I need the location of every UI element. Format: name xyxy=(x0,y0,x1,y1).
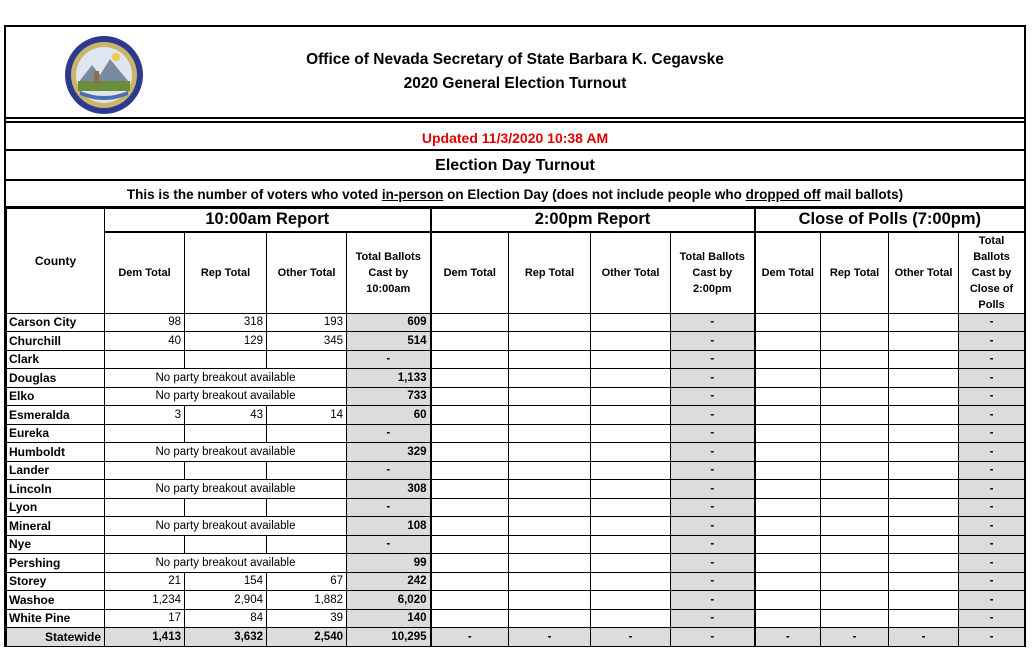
total-10am-cell: - xyxy=(347,461,431,480)
turnout-table xyxy=(6,208,1025,647)
party-cell xyxy=(431,350,509,369)
total-cell: - xyxy=(959,443,1025,462)
report-10am-header: 10:00am Report xyxy=(105,209,431,232)
party-cell xyxy=(509,535,591,554)
county-name: Carson City xyxy=(7,313,105,332)
party-cell xyxy=(755,313,821,332)
table-row xyxy=(7,554,1025,573)
party-cell xyxy=(431,498,509,517)
other-total-cell xyxy=(267,498,347,517)
total-10am-cell: 242 xyxy=(347,572,431,591)
dem-total-cell xyxy=(105,461,185,480)
party-cell xyxy=(889,461,959,480)
party-cell xyxy=(509,572,591,591)
party-cell xyxy=(755,387,821,406)
county-name: Lincoln xyxy=(7,480,105,499)
total-cell: - xyxy=(671,535,755,554)
total-cell: - xyxy=(671,591,755,610)
other-total-header: Other Total xyxy=(267,232,347,314)
party-cell xyxy=(509,332,591,351)
party-cell xyxy=(889,535,959,554)
dem-total-cell: 1,234 xyxy=(105,591,185,610)
rep-total-cell xyxy=(185,498,267,517)
rep-total-header: Rep Total xyxy=(821,232,889,314)
total-10am-cell: 514 xyxy=(347,332,431,351)
party-cell xyxy=(591,517,671,536)
dem-total-cell xyxy=(105,350,185,369)
party-cell xyxy=(509,517,591,536)
party-cell xyxy=(755,554,821,573)
party-cell xyxy=(821,387,889,406)
total-10am-cell: 1,133 xyxy=(347,369,431,388)
party-cell xyxy=(755,480,821,499)
total-2pm-header: Total Ballots Cast by 2:00pm xyxy=(671,232,755,314)
party-cell xyxy=(889,424,959,443)
table-row xyxy=(7,517,1025,536)
table-row xyxy=(7,406,1025,425)
other-total-cell: 67 xyxy=(267,572,347,591)
party-cell xyxy=(889,313,959,332)
total-cell: - xyxy=(671,498,755,517)
other-total-cell: 2,540 xyxy=(267,628,347,647)
table-row xyxy=(7,350,1025,369)
total-cell: - xyxy=(959,628,1025,647)
total-cell: - xyxy=(959,480,1025,499)
party-cell xyxy=(591,313,671,332)
party-cell xyxy=(509,461,591,480)
party-cell xyxy=(821,350,889,369)
party-cell xyxy=(755,332,821,351)
party-cell xyxy=(755,498,821,517)
party-cell xyxy=(591,369,671,388)
party-cell xyxy=(821,332,889,351)
party-cell xyxy=(591,406,671,425)
party-cell xyxy=(821,313,889,332)
other-total-cell: 1,882 xyxy=(267,591,347,610)
party-cell xyxy=(431,591,509,610)
no-party-note: No party breakout available xyxy=(105,554,347,573)
party-cell xyxy=(755,406,821,425)
report-close-header: Close of Polls (7:00pm) xyxy=(755,209,1025,232)
county-name: Douglas xyxy=(7,369,105,388)
dem-total-cell xyxy=(105,498,185,517)
statewide-row xyxy=(7,628,1025,647)
table-body xyxy=(7,313,1025,646)
table-row xyxy=(7,591,1025,610)
title-line-1: Office of Nevada Secretary of State Barbara K. Cegavske xyxy=(306,51,724,68)
county-name: Washoe xyxy=(7,591,105,610)
party-cell xyxy=(889,480,959,499)
party-cell xyxy=(509,554,591,573)
party-cell xyxy=(889,332,959,351)
party-cell xyxy=(755,609,821,628)
dem-total-cell: 40 xyxy=(105,332,185,351)
party-cell xyxy=(431,406,509,425)
party-cell xyxy=(821,369,889,388)
party-cell xyxy=(821,406,889,425)
party-cell xyxy=(509,369,591,388)
party-cell xyxy=(509,443,591,462)
party-cell xyxy=(431,609,509,628)
table-row xyxy=(7,313,1025,332)
county-name: Eureka xyxy=(7,424,105,443)
table-row xyxy=(7,424,1025,443)
county-name: White Pine xyxy=(7,609,105,628)
total-10am-cell: 329 xyxy=(347,443,431,462)
rep-total-cell: 3,632 xyxy=(185,628,267,647)
party-cell xyxy=(821,443,889,462)
party-cell xyxy=(755,461,821,480)
total-cell: - xyxy=(959,609,1025,628)
rep-total-cell xyxy=(185,424,267,443)
party-cell: - xyxy=(509,628,591,647)
party-cell xyxy=(821,498,889,517)
county-name: Humboldt xyxy=(7,443,105,462)
party-cell xyxy=(431,535,509,554)
section-title: Election Day Turnout xyxy=(6,151,1024,181)
table-row xyxy=(7,369,1025,388)
total-cell: - xyxy=(959,387,1025,406)
county-name: Nye xyxy=(7,535,105,554)
other-total-cell: 193 xyxy=(267,313,347,332)
party-cell: - xyxy=(821,628,889,647)
party-cell xyxy=(889,591,959,610)
party-cell xyxy=(431,554,509,573)
total-cell: - xyxy=(959,461,1025,480)
total-cell: - xyxy=(671,350,755,369)
total-10am-cell: 60 xyxy=(347,406,431,425)
party-cell xyxy=(431,443,509,462)
table-row xyxy=(7,498,1025,517)
party-cell xyxy=(591,591,671,610)
party-cell xyxy=(591,443,671,462)
total-10am-cell: - xyxy=(347,535,431,554)
total-cell: - xyxy=(959,554,1025,573)
party-cell xyxy=(755,424,821,443)
no-party-note: No party breakout available xyxy=(105,480,347,499)
dem-total-header: Dem Total xyxy=(755,232,821,314)
rep-total-cell xyxy=(185,535,267,554)
other-total-header: Other Total xyxy=(591,232,671,314)
rep-total-header: Rep Total xyxy=(185,232,267,314)
dem-total-cell xyxy=(105,424,185,443)
total-10am-header: Total Ballots Cast by 10:00am xyxy=(347,232,431,314)
party-cell xyxy=(431,332,509,351)
party-cell xyxy=(591,480,671,499)
party-cell xyxy=(591,350,671,369)
party-cell xyxy=(821,554,889,573)
turnout-sheet xyxy=(4,25,1026,647)
county-header: County xyxy=(7,209,105,314)
total-cell: - xyxy=(671,628,755,647)
party-cell xyxy=(591,572,671,591)
total-cell: - xyxy=(671,369,755,388)
total-close-header: Total Ballots Cast by Close of Polls xyxy=(959,232,1025,314)
party-cell xyxy=(591,387,671,406)
updated-timestamp: Updated 11/3/2020 10:38 AM xyxy=(6,121,1024,151)
table-row xyxy=(7,609,1025,628)
total-10am-cell: 6,020 xyxy=(347,591,431,610)
party-cell: - xyxy=(889,628,959,647)
no-party-note: No party breakout available xyxy=(105,443,347,462)
party-cell xyxy=(431,480,509,499)
party-cell xyxy=(509,313,591,332)
total-cell: - xyxy=(959,313,1025,332)
rep-total-cell: 84 xyxy=(185,609,267,628)
total-cell: - xyxy=(959,517,1025,536)
county-name: Lyon xyxy=(7,498,105,517)
dem-total-cell: 21 xyxy=(105,572,185,591)
other-total-cell: 39 xyxy=(267,609,347,628)
party-cell xyxy=(509,424,591,443)
document-header xyxy=(6,25,1024,119)
table-row xyxy=(7,572,1025,591)
party-cell xyxy=(889,350,959,369)
party-cell xyxy=(755,443,821,462)
county-name: Esmeralda xyxy=(7,406,105,425)
total-10am-cell: 10,295 xyxy=(347,628,431,647)
party-cell xyxy=(821,609,889,628)
total-cell: - xyxy=(959,424,1025,443)
party-cell xyxy=(509,350,591,369)
total-cell: - xyxy=(959,498,1025,517)
party-cell xyxy=(431,369,509,388)
other-total-cell xyxy=(267,424,347,443)
dem-total-cell: 1,413 xyxy=(105,628,185,647)
party-cell xyxy=(509,387,591,406)
party-cell xyxy=(755,591,821,610)
party-cell: - xyxy=(431,628,509,647)
party-cell xyxy=(821,517,889,536)
other-total-header: Other Total xyxy=(889,232,959,314)
total-10am-cell: - xyxy=(347,498,431,517)
party-cell xyxy=(889,387,959,406)
county-name: Storey xyxy=(7,572,105,591)
party-cell xyxy=(821,424,889,443)
total-cell: - xyxy=(671,387,755,406)
dem-total-cell: 17 xyxy=(105,609,185,628)
total-cell: - xyxy=(671,406,755,425)
other-total-cell: 14 xyxy=(267,406,347,425)
party-cell xyxy=(431,461,509,480)
other-total-cell xyxy=(267,461,347,480)
party-cell xyxy=(431,387,509,406)
party-cell xyxy=(889,406,959,425)
no-party-note: No party breakout available xyxy=(105,369,347,388)
party-cell xyxy=(755,572,821,591)
other-total-cell: 345 xyxy=(267,332,347,351)
total-cell: - xyxy=(959,350,1025,369)
dem-total-header: Dem Total xyxy=(431,232,509,314)
party-cell xyxy=(889,572,959,591)
dem-total-cell xyxy=(105,535,185,554)
party-cell xyxy=(821,591,889,610)
other-total-cell xyxy=(267,350,347,369)
total-cell: - xyxy=(959,332,1025,351)
party-cell: - xyxy=(591,628,671,647)
county-name: Lander xyxy=(7,461,105,480)
total-cell: - xyxy=(671,480,755,499)
party-cell xyxy=(431,572,509,591)
total-cell: - xyxy=(671,517,755,536)
total-10am-cell: 733 xyxy=(347,387,431,406)
party-cell xyxy=(889,498,959,517)
total-10am-cell: - xyxy=(347,350,431,369)
total-10am-cell: 609 xyxy=(347,313,431,332)
party-cell xyxy=(509,591,591,610)
total-10am-cell: 108 xyxy=(347,517,431,536)
total-10am-cell: 140 xyxy=(347,609,431,628)
county-name: Churchill xyxy=(7,332,105,351)
party-cell xyxy=(821,572,889,591)
dem-total-header: Dem Total xyxy=(105,232,185,314)
party-cell xyxy=(821,480,889,499)
county-name: Clark xyxy=(7,350,105,369)
party-cell xyxy=(509,406,591,425)
party-cell xyxy=(591,424,671,443)
party-cell xyxy=(591,554,671,573)
no-party-note: No party breakout available xyxy=(105,517,347,536)
party-cell xyxy=(889,517,959,536)
party-cell xyxy=(431,313,509,332)
county-name: Mineral xyxy=(7,517,105,536)
party-cell xyxy=(591,461,671,480)
statewide-label: Statewide xyxy=(7,628,105,647)
total-cell: - xyxy=(959,572,1025,591)
party-cell xyxy=(591,498,671,517)
county-name: Pershing xyxy=(7,554,105,573)
rep-total-cell: 154 xyxy=(185,572,267,591)
party-cell xyxy=(821,535,889,554)
note-text: This is the number of voters who voted in-person on Election Day (does not include people who dropped off mail ballots) xyxy=(6,181,1024,208)
table-row xyxy=(7,387,1025,406)
rep-total-cell: 318 xyxy=(185,313,267,332)
table-row xyxy=(7,461,1025,480)
table-row xyxy=(7,535,1025,554)
party-cell xyxy=(889,554,959,573)
total-cell: - xyxy=(959,591,1025,610)
party-cell xyxy=(431,424,509,443)
report-2pm-header: 2:00pm Report xyxy=(431,209,755,232)
total-10am-cell: - xyxy=(347,424,431,443)
party-cell xyxy=(755,535,821,554)
total-cell: - xyxy=(959,535,1025,554)
party-cell xyxy=(509,480,591,499)
table-row xyxy=(7,332,1025,351)
party-cell xyxy=(755,369,821,388)
party-cell xyxy=(591,535,671,554)
total-cell: - xyxy=(671,332,755,351)
party-cell xyxy=(889,369,959,388)
party-cell xyxy=(821,461,889,480)
party-cell xyxy=(591,332,671,351)
total-cell: - xyxy=(671,313,755,332)
rep-total-cell: 2,904 xyxy=(185,591,267,610)
rep-total-cell xyxy=(185,461,267,480)
rep-total-header: Rep Total xyxy=(509,232,591,314)
other-total-cell xyxy=(267,535,347,554)
party-cell xyxy=(509,609,591,628)
total-cell: - xyxy=(671,424,755,443)
party-cell xyxy=(889,609,959,628)
rep-total-cell xyxy=(185,350,267,369)
total-cell: - xyxy=(959,369,1025,388)
total-10am-cell: 99 xyxy=(347,554,431,573)
party-cell xyxy=(755,517,821,536)
total-cell: - xyxy=(671,461,755,480)
total-cell: - xyxy=(671,443,755,462)
total-cell: - xyxy=(671,609,755,628)
party-cell xyxy=(431,517,509,536)
dem-total-cell: 98 xyxy=(105,313,185,332)
county-name: Elko xyxy=(7,387,105,406)
total-10am-cell: 308 xyxy=(347,480,431,499)
party-cell xyxy=(755,350,821,369)
total-cell: - xyxy=(671,572,755,591)
rep-total-cell: 43 xyxy=(185,406,267,425)
party-cell xyxy=(591,609,671,628)
table-row xyxy=(7,480,1025,499)
rep-total-cell: 129 xyxy=(185,332,267,351)
total-cell: - xyxy=(671,554,755,573)
total-cell: - xyxy=(959,406,1025,425)
party-cell xyxy=(509,498,591,517)
table-row xyxy=(7,443,1025,462)
no-party-note: No party breakout available xyxy=(105,387,347,406)
dem-total-cell: 3 xyxy=(105,406,185,425)
title-line-2: 2020 General Election Turnout xyxy=(403,75,627,92)
party-cell: - xyxy=(755,628,821,647)
party-cell xyxy=(889,443,959,462)
